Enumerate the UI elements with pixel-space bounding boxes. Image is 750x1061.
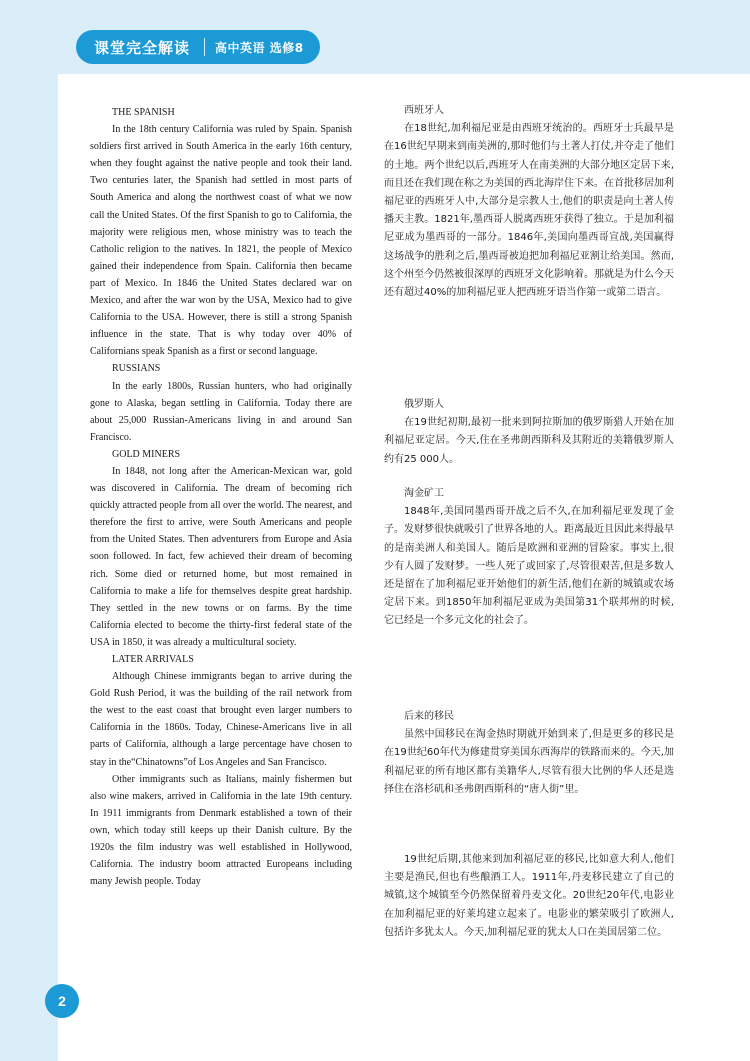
section-title-spanish-en: THE SPANISH xyxy=(112,107,175,118)
paragraph-spanish-cn: 在18世纪,加利福尼亚是由西班牙统治的。西班牙士兵最早是在16世纪早期来到南美洲的,那时他们与土著人打仗,并夺走了他们的土地。两个世纪以后,西班牙人在南美洲的大部分地区定居下来,而且还在我们现在称之为美国的西北海岸住下来。在首批移居加利福尼亚的西班牙人中,大部分是宗教人士,他们的职责是向土著人传播天主教。1821年,墨西哥人脱离西班牙获得了独立。于是加利福尼亚成为墨西哥的一部分。1846年,美国向墨西哥宣战,美国赢得这场战争的胜利之后,墨西哥被迫把加利福尼亚割让给美国。然而,这个州至今仍然被很深厚的西班牙文化影响着。那就是为什么今天还有超过40%的加利福尼亚人把西班牙语当作第一或第二语言。 xyxy=(384,123,674,299)
series-title: 课堂完全解读 xyxy=(94,38,191,57)
section-title-spanish-cn: 西班牙人 xyxy=(404,105,444,116)
english-column xyxy=(90,104,352,890)
paragraph-russians-en: In the early 1800s, Russian hunters, who had originally gone to Alaska, began settling in California. Today there are about 25,000 Russian-Americans living in and around San Francisco. xyxy=(90,380,352,443)
section-title-later-en: LATER ARRIVALS xyxy=(112,654,194,665)
paragraph-later-2-en: Other immigrants such as Italians, mainly fishermen but also wine makers, arrived in California in the late 19th century. In 1911 immigrants from Denmark established a town of their own, which today still keeps up their Danish culture. By the 1920s the film industry was well established in Hollywood, California. The industry boom attracted Europeans including many Jewish people. Today xyxy=(90,773,352,888)
left-margin-strip xyxy=(0,74,58,1061)
section-title-russians-cn: 俄罗斯人 xyxy=(404,399,444,410)
header-banner xyxy=(76,30,320,64)
paragraph-later-1-en: Although Chinese immigrants began to arrive during the Gold Rush Period, it was the building of the rail network from the west to the east coast that brought even larger numbers to California in the 1860s. Today, Chinese-Americans live in all parts of California, although a large percentage have chosen to stay in the“Chinatowns”of Los Angeles and San Francisco. xyxy=(90,671,352,768)
section-title-later-cn: 后来的移民 xyxy=(404,711,454,722)
section-title-gold-cn: 淘金矿工 xyxy=(404,488,444,499)
header-divider xyxy=(204,38,205,56)
chinese-block-later-2 xyxy=(384,851,674,942)
chinese-block-gold xyxy=(384,485,674,631)
chinese-block-spanish xyxy=(384,102,674,302)
paragraph-later-1-cn: 虽然中国移民在淘金热时期就开始到来了,但是更多的移民是在19世纪60年代为修建贯穿美国东西海岸的铁路而来的。今天,加利福尼亚的所有地区都有美籍华人,尽管有很大比例的华人还是选择住在洛杉矶和圣弗朗西斯科的“唐人街”里。 xyxy=(384,729,674,795)
paragraph-gold-en: In 1848, not long after the American-Mexican war, gold was discovered in California. The dream of becoming rich quickly attracted people from all over the world. The nearest, and therefore the first to arrive, were South Americans and people from the United States. Then adventurers from Europe and Asia soon followed. In fact, few achieved their dream of becoming rich. Some died or returned home, but most remained in California to make a life for themselves despite great hardship. They settled in the new towns or on farms. By the time California elected to become the thirty-first federal state of the USA in 1850, it was already a multicultural society. xyxy=(90,465,352,648)
paragraph-later-2-cn: 19世纪后期,其他来到加利福尼亚的移民,比如意大利人,他们主要是渔民,但也有些酿酒工人。1911年,丹麦移民建立了自己的城镇,这个城镇至今仍然保留着丹麦文化。20世纪20年代,电影业在加利福尼亚的好莱坞建立起来了。电影业的繁荣吸引了欧洲人,包括许多犹太人。今天,加利福尼亚的犹太人口在美国居第二位。 xyxy=(384,854,674,938)
chinese-block-later xyxy=(384,708,674,799)
subject-title: 高中英语 选修8 xyxy=(215,40,304,55)
chinese-block-russians xyxy=(384,396,674,469)
section-title-gold-en: GOLD MINERS xyxy=(112,448,181,460)
paragraph-russians-cn: 在19世纪初期,最初一批来到阿拉斯加的俄罗斯猎人开始在加利福尼亚定居。今天,住在圣弗朗西斯科及其附近的美籍俄罗斯人约有25 000人。 xyxy=(384,417,674,465)
paragraph-spanish-en: In the 18th century California was ruled by Spain. Spanish soldiers first arrived in South America in the early 16th century, when they fought against the native people and took their land. Two centuries later, the Spanish had settled in most parts of South America and along the northwest coast of what we now call the United States. Of the first Spanish to go to California, the majority were religious men, whose ministry was to teach the Catholic religion to the natives. In 1821, the people of Mexico gained their independence from Spain. California then became part of Mexico. In 1846 the United States declared war on Mexico, and after the war won by the USA, Mexico had to give California to the USA. However, there is still a strong Spanish influence in the state. That is why today over 40% of Californians speak Spanish as a first or second language. xyxy=(90,124,352,358)
paragraph-gold-cn: 1848年,美国同墨西哥开战之后不久,在加利福尼亚发现了金子。发财梦很快就吸引了世界各地的人。距离最近且因此来得最早的是南美洲人和美国人。随后是欧洲和亚洲的冒险家。事实上,很少有人圆了发财梦。一些人死了或回家了,尽管很艰苦,但是多数人还是留在了加利福尼亚开始他们的新生活,他们在新的城镇或农场定居下来。到1850年加利福尼亚成为美国第31个联邦州的时候,它已经是一个多元文化的社会了。 xyxy=(384,506,674,627)
page-number-badge: 2 xyxy=(45,984,79,1018)
section-title-russians-en: RUSSIANS xyxy=(112,363,161,375)
